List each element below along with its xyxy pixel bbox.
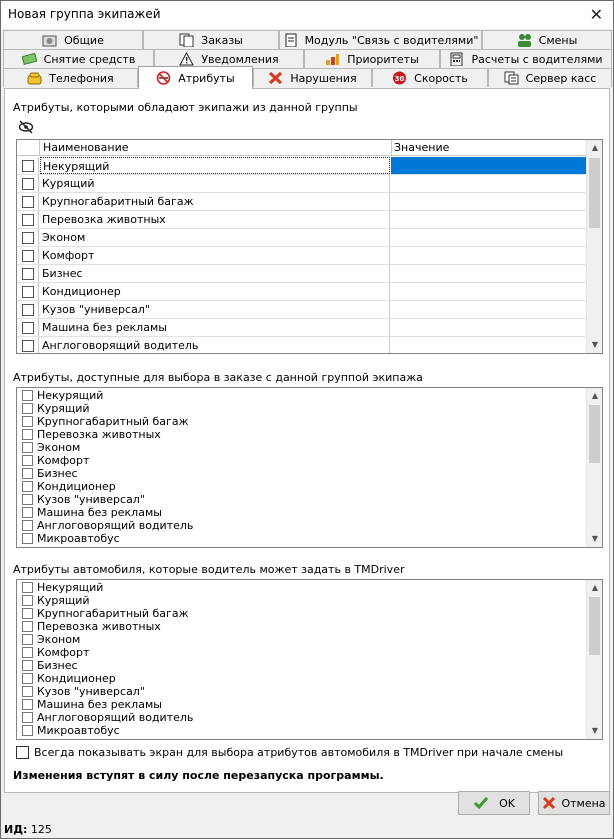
item-checkbox[interactable]: [22, 507, 33, 518]
item-checkbox[interactable]: [22, 468, 33, 479]
tab-withdrawal[interactable]: [3, 49, 154, 68]
row-value-cell[interactable]: [391, 301, 587, 318]
item-checkbox[interactable]: [22, 403, 33, 414]
item-checkbox[interactable]: [22, 455, 33, 466]
row-value-cell[interactable]: [391, 247, 587, 264]
item-checkbox[interactable]: [22, 429, 33, 440]
list-item[interactable]: Машина без рекламы: [22, 698, 162, 711]
list-item[interactable]: Комфорт: [22, 454, 89, 467]
list-item[interactable]: Бизнес: [22, 659, 78, 672]
list-item[interactable]: Перевозка животных: [22, 428, 161, 441]
list-item[interactable]: Англоговорящий водитель: [22, 519, 193, 532]
no-smoking-icon: [156, 71, 171, 85]
tab-label: Атрибуты: [178, 71, 235, 85]
item-checkbox[interactable]: [22, 520, 33, 531]
tab-telephony[interactable]: [3, 68, 138, 87]
scroll-down-icon[interactable]: ▼: [591, 726, 599, 735]
row-value-cell[interactable]: [391, 337, 587, 354]
tab-label: Уведомления: [201, 52, 279, 66]
tab-label: Приоритеты: [347, 52, 419, 66]
row-name: Перевозка животных: [40, 211, 390, 228]
status-bar: [4, 823, 52, 836]
tab-label: Расчеты с водителями: [471, 52, 603, 66]
cancel-button[interactable]: [538, 791, 610, 815]
list-scrollbar[interactable]: [586, 580, 602, 739]
row-name: Бизнес: [40, 265, 390, 282]
cancel-x-icon: [542, 796, 556, 810]
order-attributes-list: [16, 387, 603, 548]
ok-label: OK: [499, 796, 515, 810]
tab-driver-comm[interactable]: [279, 30, 482, 49]
cancel-label: Отмена: [561, 796, 606, 810]
row-name: Крупногабаритный багаж: [40, 193, 390, 210]
driver-attributes-list: [16, 579, 603, 740]
table-row[interactable]: [17, 193, 587, 211]
table-row[interactable]: [17, 337, 587, 354]
close-icon[interactable]: ✕: [589, 5, 603, 24]
id-value: 125: [30, 823, 52, 836]
item-checkbox[interactable]: [22, 494, 33, 505]
list-item[interactable]: Крупногабаритный багаж: [22, 415, 188, 428]
orders-icon: [179, 33, 194, 47]
item-checkbox[interactable]: [22, 712, 33, 723]
row-checkbox[interactable]: [22, 196, 34, 208]
grid-header: [17, 140, 587, 156]
item-checkbox[interactable]: [22, 390, 33, 401]
money-icon: [22, 52, 37, 66]
list-item[interactable]: Эконом: [22, 441, 80, 454]
tab-shifts[interactable]: [482, 30, 612, 49]
always-show-checkbox-row[interactable]: [16, 746, 563, 759]
row-name: Англоговорящий водитель: [40, 337, 390, 354]
speed-limit-icon: [392, 71, 407, 85]
row-value-cell[interactable]: [391, 211, 587, 228]
tab-violations[interactable]: [253, 68, 372, 87]
tab-label: Нарушения: [290, 71, 357, 85]
item-checkbox[interactable]: [22, 725, 33, 736]
list-item[interactable]: Крупногабаритный багаж: [22, 607, 188, 620]
item-checkbox[interactable]: [22, 686, 33, 697]
row-name: Некурящий: [40, 157, 390, 174]
row-name: Кондиционер: [40, 283, 390, 300]
tab-label: Скорость: [414, 71, 468, 85]
list-item[interactable]: Некурящий: [22, 389, 103, 402]
list-item[interactable]: Кондиционер: [22, 480, 116, 493]
list-item[interactable]: Некурящий: [22, 581, 103, 594]
list-item[interactable]: Бизнес: [22, 467, 78, 480]
row-value-cell[interactable]: [391, 175, 587, 192]
list-item[interactable]: Машина без рекламы: [22, 506, 162, 519]
list-item[interactable]: Курящий: [22, 402, 90, 415]
scroll-thumb[interactable]: [589, 405, 600, 463]
row-name: Кузов "универсал": [40, 301, 390, 318]
table-row[interactable]: [17, 211, 587, 229]
row-name: Курящий: [40, 175, 390, 192]
priority-icon: [325, 52, 340, 66]
scroll-thumb[interactable]: [589, 158, 600, 228]
list-item[interactable]: Комфорт: [22, 646, 89, 659]
grid-scrollbar[interactable]: [586, 140, 602, 353]
tab-attributes[interactable]: [138, 66, 253, 89]
ok-button[interactable]: [458, 791, 530, 815]
table-row[interactable]: [17, 157, 587, 175]
row-checkbox[interactable]: [22, 160, 34, 172]
always-show-checkbox[interactable]: [16, 746, 29, 759]
tab-label: Модуль "Связь с водителями": [304, 33, 479, 47]
hide-eye-icon[interactable]: [18, 120, 34, 134]
section-label: Атрибуты, доступные для выбора в заказе с данной группой экипажа: [13, 371, 423, 384]
item-checkbox[interactable]: [22, 595, 33, 606]
row-value-cell[interactable]: [391, 193, 587, 210]
item-checkbox[interactable]: [22, 647, 33, 658]
table-row[interactable]: [17, 301, 587, 319]
row-name: Машина без рекламы: [40, 319, 390, 336]
table-row[interactable]: [17, 283, 587, 301]
check-icon: [473, 796, 489, 810]
table-row[interactable]: [17, 265, 587, 283]
table-row[interactable]: [17, 229, 587, 247]
attributes-panel: [4, 88, 610, 793]
row-value-cell[interactable]: [391, 265, 587, 282]
users-icon: [517, 33, 532, 47]
row-checkbox[interactable]: [22, 268, 34, 280]
window-title: Новая группа экипажей: [8, 7, 161, 21]
always-show-label: Всегда показывать экран для выбора атрибутов автомобиля в TMDriver при начале смены: [34, 746, 564, 759]
item-checkbox[interactable]: [22, 442, 33, 453]
gear-icon: [42, 33, 57, 47]
phone-icon: [27, 71, 42, 85]
row-checkbox[interactable]: [22, 178, 34, 190]
item-checkbox[interactable]: [22, 660, 33, 671]
list-item[interactable]: Эконом: [22, 633, 80, 646]
tab-label: Сервер касс: [525, 71, 597, 85]
list-item[interactable]: Микроавтобус: [22, 532, 120, 545]
row-value-cell[interactable]: [391, 319, 587, 336]
row-checkbox[interactable]: [22, 304, 34, 316]
table-row[interactable]: [17, 247, 587, 265]
item-checkbox[interactable]: [22, 533, 33, 544]
item-checkbox[interactable]: [22, 634, 33, 645]
item-checkbox[interactable]: [22, 481, 33, 492]
table-row[interactable]: [17, 319, 587, 337]
row-value-cell[interactable]: [391, 283, 587, 300]
list-item[interactable]: Англоговорящий водитель: [22, 711, 193, 724]
row-name: Эконом: [40, 229, 390, 246]
tab-label: Смены: [538, 33, 578, 47]
row-value-cell[interactable]: [391, 157, 587, 174]
tab-priorities[interactable]: [304, 49, 440, 68]
section-label: Атрибуты автомобиля, которые водитель может задать в TMDriver: [13, 563, 405, 576]
scroll-down-icon[interactable]: ▼: [591, 534, 599, 543]
list-item[interactable]: Кондиционер: [22, 672, 116, 685]
section-label: Атрибуты, которыми обладают экипажи из данной группы: [13, 101, 358, 114]
row-value-cell[interactable]: [391, 229, 587, 246]
server-icon: [504, 71, 519, 85]
column-header-value[interactable]: Значение: [394, 141, 450, 154]
row-name: Комфорт: [40, 247, 390, 264]
scroll-up-icon[interactable]: ▲: [591, 391, 599, 400]
tab-driver-payments[interactable]: [440, 49, 612, 68]
item-checkbox[interactable]: [22, 582, 33, 593]
row-checkbox[interactable]: [22, 214, 34, 226]
row-checkbox[interactable]: [22, 250, 34, 262]
tab-label: Снятие средств: [43, 52, 136, 66]
tab-label: Телефония: [49, 71, 114, 85]
tab-cash-server[interactable]: [488, 68, 612, 87]
warning-icon: [179, 52, 194, 66]
item-checkbox[interactable]: [22, 699, 33, 710]
tab-orders[interactable]: [143, 30, 279, 49]
list-item[interactable]: Кузов "универсал": [22, 685, 145, 698]
scroll-up-icon[interactable]: ▲: [591, 583, 599, 592]
restart-notice: Изменения вступят в силу после перезапуска программы.: [13, 769, 384, 782]
document-icon: [283, 33, 298, 47]
list-item[interactable]: Микроавтобус: [22, 724, 120, 737]
attributes-grid: [16, 139, 603, 354]
title-bar: [1, 1, 613, 29]
item-checkbox[interactable]: [22, 416, 33, 427]
row-checkbox[interactable]: [22, 322, 34, 334]
row-checkbox[interactable]: [22, 340, 34, 352]
list-scrollbar[interactable]: [586, 388, 602, 547]
item-checkbox[interactable]: [22, 608, 33, 619]
list-item[interactable]: Курящий: [22, 594, 90, 607]
list-item[interactable]: Кузов "универсал": [22, 493, 145, 506]
tab-label: Общие: [64, 33, 104, 47]
list-item[interactable]: Перевозка животных: [22, 620, 161, 633]
tab-general[interactable]: [3, 30, 143, 49]
id-label: ИД:: [4, 823, 28, 836]
cross-icon: [268, 71, 283, 85]
item-checkbox[interactable]: [22, 673, 33, 684]
scroll-down-icon[interactable]: ▼: [591, 340, 599, 349]
table-row[interactable]: [17, 175, 587, 193]
item-checkbox[interactable]: [22, 621, 33, 632]
svg-text:30: 30: [394, 75, 405, 83]
row-checkbox[interactable]: [22, 232, 34, 244]
tab-speed[interactable]: [372, 68, 488, 87]
column-header-name[interactable]: Наименование: [43, 141, 129, 154]
row-checkbox[interactable]: [22, 286, 34, 298]
scroll-up-icon[interactable]: ▲: [591, 143, 599, 152]
tab-label: Заказы: [201, 33, 243, 47]
calculator-icon: [449, 52, 464, 66]
scroll-thumb[interactable]: [589, 597, 600, 655]
